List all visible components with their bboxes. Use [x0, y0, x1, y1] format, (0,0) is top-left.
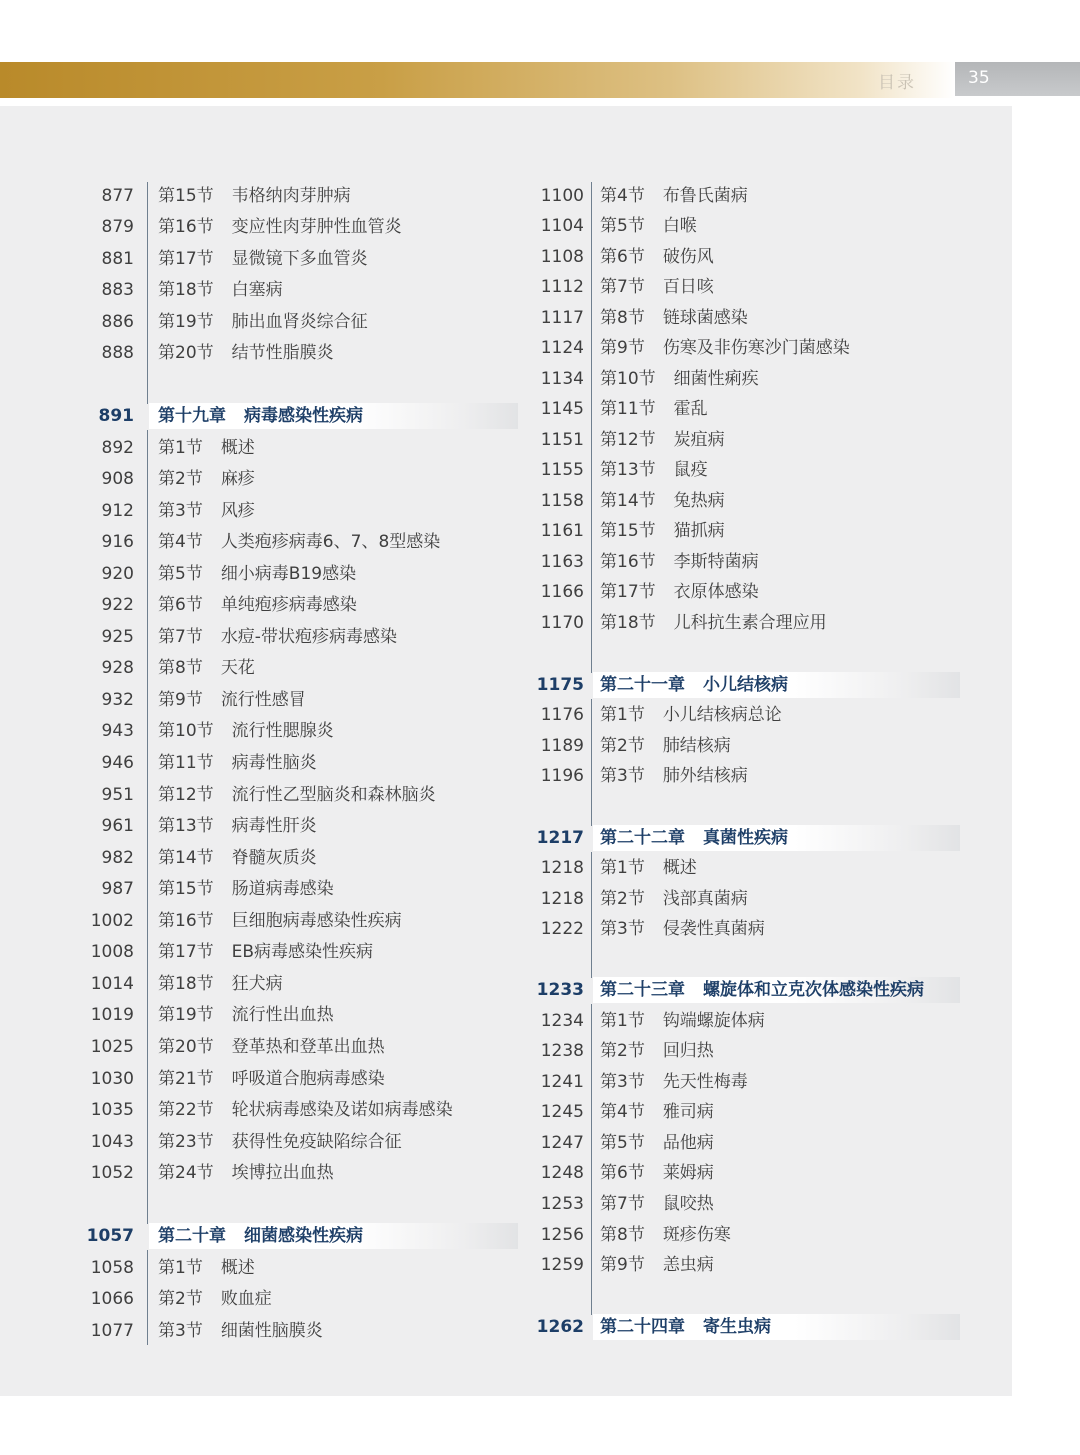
- toc-section-label: 第19节: [158, 312, 214, 332]
- chapter-label: 第二十章: [158, 1226, 226, 1246]
- toc-entry[interactable]: [0, 732, 1000, 760]
- toc-page-number: 1189: [540, 736, 584, 756]
- toc-entry[interactable]: [0, 1098, 1000, 1126]
- toc-section-label: 第18节: [600, 613, 656, 633]
- toc-section-title: 呼吸道合胞病毒感染: [231, 1069, 385, 1089]
- toc-section-title: 小儿结核病总论: [662, 705, 782, 725]
- toc-section-title: 显微镜下多血管炎: [231, 249, 368, 269]
- toc-section-label: 第9节: [600, 338, 645, 358]
- toc-section-title: 肠道病毒感染: [231, 879, 334, 899]
- toc-page-number: 1134: [540, 369, 584, 389]
- toc-page-number: 883: [101, 280, 134, 300]
- toc-section-title: 李斯特菌病: [673, 552, 759, 572]
- toc-page-number: 1112: [540, 277, 584, 297]
- toc-section-title: 白喉: [662, 216, 697, 236]
- toc-page-number: 1158: [540, 491, 584, 511]
- toc-page-number: 881: [101, 249, 134, 269]
- toc-section-title: 链球菌感染: [662, 308, 748, 328]
- toc-section-title: 巨细胞病毒感染性疾病: [231, 911, 402, 931]
- toc-entry[interactable]: [0, 578, 1000, 606]
- toc-page-number: 1025: [90, 1037, 134, 1057]
- toc-entry[interactable]: [0, 915, 1000, 943]
- toc-section-label: 第17节: [158, 249, 214, 269]
- toc-page-number: 1241: [540, 1072, 584, 1092]
- toc-entry[interactable]: [0, 334, 1000, 362]
- chapter-label: 第十九章: [158, 406, 226, 426]
- toc-section-label: 第7节: [600, 277, 645, 297]
- toc-section-label: 第16节: [158, 217, 214, 237]
- toc-section-label: 第5节: [600, 216, 645, 236]
- toc-page-number: 1019: [90, 1005, 134, 1025]
- toc-page-number: 1002: [90, 911, 134, 931]
- toc-section-title: 白塞病: [231, 280, 283, 300]
- toc-section-label: 第1节: [158, 1258, 203, 1278]
- toc-section-label: 第7节: [600, 1194, 645, 1214]
- toc-page-number: 1066: [90, 1289, 134, 1309]
- toc-entry[interactable]: [0, 609, 1000, 637]
- page-number: 35: [968, 68, 990, 88]
- toc-section-label: 第2节: [158, 469, 203, 489]
- toc-entry[interactable]: [0, 701, 1000, 729]
- toc-section-title: 侵袭性真菌病: [662, 919, 765, 939]
- chapter-title: 病毒感染性疾病: [243, 406, 363, 426]
- toc-section-label: 第11节: [600, 399, 656, 419]
- toc-section-title: 细菌性痢疾: [673, 369, 759, 389]
- toc-section-label: 第12节: [158, 785, 214, 805]
- toc-section-title: 病毒性脑炎: [231, 753, 317, 773]
- toc-section-label: 第15节: [158, 879, 214, 899]
- toc-entry[interactable]: [0, 1221, 1000, 1249]
- toc-page-number: 1008: [90, 942, 134, 962]
- toc-page-number: 1104: [540, 216, 584, 236]
- toc-section-label: 第5节: [600, 1133, 645, 1153]
- toc-section-title: 莱姆病: [662, 1163, 714, 1183]
- toc-page-number: 1176: [540, 705, 584, 725]
- toc-section-title: 儿科抗生素合理应用: [673, 613, 827, 633]
- toc-section-label: 第2节: [600, 1041, 645, 1061]
- toc-page-number: 886: [101, 312, 134, 332]
- toc-entry[interactable]: [0, 762, 1000, 790]
- toc-entry[interactable]: [0, 1037, 1000, 1065]
- toc-section-label: 第8节: [158, 658, 203, 678]
- toc-section-label: 第3节: [600, 919, 645, 939]
- toc-section-label: 第13节: [600, 460, 656, 480]
- toc-section-label: 第13节: [158, 816, 214, 836]
- toc-entry[interactable]: [0, 885, 1000, 913]
- chapter-page-number: 1233: [536, 980, 584, 1000]
- toc-section-title: 狂犬病: [231, 974, 283, 994]
- toc-page-number: 946: [101, 753, 134, 773]
- toc-page-number: 1077: [90, 1321, 134, 1341]
- toc-section-label: 第21节: [158, 1069, 214, 1089]
- toc-section-label: 第22节: [158, 1100, 214, 1120]
- header-bar: [0, 62, 955, 98]
- toc-section-label: 第7节: [158, 627, 203, 647]
- toc-section-label: 第3节: [158, 501, 203, 521]
- toc-section-title: 钩端螺旋体病: [662, 1011, 765, 1031]
- toc-section-title: 霍乱: [673, 399, 708, 419]
- toc-page-number: 1151: [540, 430, 584, 450]
- toc-entry[interactable]: [0, 1159, 1000, 1187]
- toc-section-label: 第10节: [158, 721, 214, 741]
- toc-section-label: 第24节: [158, 1163, 214, 1183]
- toc-page-number: 1238: [540, 1041, 584, 1061]
- toc-section-label: 第3节: [600, 1072, 645, 1092]
- toc-section-label: 第4节: [600, 1102, 645, 1122]
- chapter-title: 小儿结核病: [702, 675, 788, 695]
- toc-page-number: 1100: [540, 186, 584, 206]
- toc-section-label: 第10节: [600, 369, 656, 389]
- toc-section-title: 结节性脂膜炎: [231, 343, 334, 363]
- toc-section-label: 第2节: [600, 736, 645, 756]
- toc-entry[interactable]: [0, 854, 1000, 882]
- toc-page-number: 925: [101, 627, 134, 647]
- toc-page-number: 1170: [540, 613, 584, 633]
- toc-entry[interactable]: [0, 1007, 1000, 1035]
- toc-section-title: 细小病毒B19感染: [220, 564, 357, 584]
- toc-section-title: 概述: [220, 1258, 255, 1278]
- toc-page-number: 982: [101, 848, 134, 868]
- toc-page-number: 943: [101, 721, 134, 741]
- toc-section-title: 流行性腮腺炎: [231, 721, 334, 741]
- toc-page-number: 920: [101, 564, 134, 584]
- toc-section-title: 破伤风: [662, 247, 714, 267]
- toc-page-number: 1052: [90, 1163, 134, 1183]
- toc-page-number: 932: [101, 690, 134, 710]
- chapter-title: 细菌感染性疾病: [243, 1226, 363, 1246]
- column-divider-line: [591, 182, 592, 673]
- toc-section-title: 埃博拉出血热: [231, 1163, 334, 1183]
- toc-page-number: 951: [101, 785, 134, 805]
- toc-chapter[interactable]: [0, 672, 1000, 698]
- toc-section-label: 第6节: [158, 595, 203, 615]
- toc-section-label: 第12节: [600, 430, 656, 450]
- toc-section-title: 肺出血肾炎综合征: [231, 312, 368, 332]
- toc-section-title: 兔热病: [673, 491, 725, 511]
- toc-section-label: 第5节: [158, 564, 203, 584]
- column-divider-line: [591, 1004, 592, 1315]
- chapter-label: 第二十一章: [600, 675, 685, 695]
- toc-section-title: 流行性出血热: [231, 1005, 334, 1025]
- toc-page-number: 1222: [540, 919, 584, 939]
- toc-page-number: 987: [101, 879, 134, 899]
- toc-page-number: 1245: [540, 1102, 584, 1122]
- toc-section-label: 第3节: [158, 1321, 203, 1341]
- toc-entry[interactable]: [0, 212, 1000, 240]
- column-divider-line: [591, 852, 592, 978]
- toc-section-label: 第19节: [158, 1005, 214, 1025]
- toc-section-title: 获得性免疫缺陷综合征: [231, 1132, 402, 1152]
- toc-entry[interactable]: [0, 243, 1000, 271]
- column-divider-line: [591, 699, 592, 826]
- toc-section-label: 第1节: [600, 705, 645, 725]
- toc-page-number: 1030: [90, 1069, 134, 1089]
- toc-section-title: 败血症: [220, 1289, 272, 1309]
- toc-page-number: 1248: [540, 1163, 584, 1183]
- toc-page-number: 1117: [540, 308, 584, 328]
- toc-page-number: 1043: [90, 1132, 134, 1152]
- toc-section-title: 登革热和登革出血热: [231, 1037, 385, 1057]
- toc-section-title: 衣原体感染: [673, 582, 759, 602]
- toc-page-number: 908: [101, 469, 134, 489]
- toc-chapter[interactable]: [0, 825, 1000, 851]
- toc-section-label: 第17节: [600, 582, 656, 602]
- toc-section-label: 第16节: [158, 911, 214, 931]
- toc-entry[interactable]: [0, 182, 1000, 210]
- toc-section-label: 第20节: [158, 343, 214, 363]
- chapter-title: 螺旋体和立克次体感染性疾病: [702, 980, 924, 1000]
- toc-section-label: 第15节: [158, 186, 214, 206]
- toc-section-title: 布鲁氏菌病: [662, 186, 748, 206]
- toc-section-title: 品他病: [662, 1133, 714, 1153]
- toc-section-title: 水痘-带状疱疹病毒感染: [220, 627, 397, 647]
- chapter-page-number: 1057: [86, 1226, 134, 1246]
- toc-section-label: 第1节: [600, 858, 645, 878]
- toc-section-title: 轮状病毒感染及诺如病毒感染: [231, 1100, 453, 1120]
- toc-section-label: 第6节: [600, 247, 645, 267]
- toc-entry[interactable]: [0, 487, 1000, 515]
- toc-page-number: 1218: [540, 889, 584, 909]
- toc-entry[interactable]: [0, 304, 1000, 332]
- toc-section-label: 第11节: [158, 753, 214, 773]
- toc-section-title: 肺结核病: [662, 736, 731, 756]
- toc-section-title: 概述: [662, 858, 697, 878]
- toc-page-number: 1247: [540, 1133, 584, 1153]
- toc-page-number: 1196: [540, 766, 584, 786]
- chapter-page-number: 1175: [536, 675, 584, 695]
- toc-entry[interactable]: [0, 1285, 1000, 1313]
- toc-section-title: 肺外结核病: [662, 766, 748, 786]
- page-title: 目录: [878, 73, 916, 93]
- toc-section-title: 风疹: [220, 501, 255, 521]
- toc-section-label: 第3节: [600, 766, 645, 786]
- toc-entry[interactable]: [0, 1068, 1000, 1096]
- toc-section-title: 斑疹伤寒: [662, 1225, 731, 1245]
- toc-section-title: 百日咳: [662, 277, 714, 297]
- toc-entry[interactable]: [0, 273, 1000, 301]
- chapter-title: 寄生虫病: [702, 1317, 771, 1337]
- toc-section-title: 恙虫病: [662, 1255, 714, 1275]
- toc-section-title: 猫抓病: [673, 521, 725, 541]
- toc-section-title: 麻疹: [220, 469, 255, 489]
- toc-section-label: 第17节: [158, 942, 214, 962]
- toc-entry[interactable]: [0, 365, 1000, 393]
- toc-entry[interactable]: [0, 1251, 1000, 1279]
- toc-page-number: 1259: [540, 1255, 584, 1275]
- toc-section-title: 天花: [220, 658, 255, 678]
- toc-section-title: 脊髓灰质炎: [231, 848, 317, 868]
- toc-page-number: 892: [101, 438, 134, 458]
- toc-section-label: 第1节: [600, 1011, 645, 1031]
- toc-page-number: 1155: [540, 460, 584, 480]
- toc-section-title: 概述: [220, 438, 255, 458]
- toc-section-title: 流行性乙型脑炎和森林脑炎: [231, 785, 436, 805]
- toc-page-number: 888: [101, 343, 134, 363]
- toc-section-title: 伤寒及非伤寒沙门菌感染: [662, 338, 850, 358]
- toc-section-title: 浅部真菌病: [662, 889, 748, 909]
- toc-section-label: 第4节: [158, 532, 203, 552]
- toc-page-number: 1163: [540, 552, 584, 572]
- toc-page-number: 1166: [540, 582, 584, 602]
- toc-page-number: 1145: [540, 399, 584, 419]
- toc-section-label: 第18节: [158, 974, 214, 994]
- toc-section-label: 第8节: [600, 1225, 645, 1245]
- toc-section-title: 流行性感冒: [220, 690, 306, 710]
- toc-section-title: 变应性肉芽肿性血管炎: [231, 217, 402, 237]
- toc-entry[interactable]: [0, 517, 1000, 545]
- toc-page-number: 916: [101, 532, 134, 552]
- toc-entry[interactable]: [0, 1190, 1000, 1218]
- toc-section-title: 炭疽病: [673, 430, 725, 450]
- toc-page-number: 877: [101, 186, 134, 206]
- toc-entry[interactable]: [0, 548, 1000, 576]
- toc-section-label: 第23节: [158, 1132, 214, 1152]
- toc-section-title: 鼠咬热: [662, 1194, 714, 1214]
- chapter-label: 第二十四章: [600, 1317, 685, 1337]
- chapter-title: 真菌性疾病: [702, 828, 788, 848]
- chapter-label: 第二十二章: [600, 828, 685, 848]
- toc-section-title: 细菌性脑膜炎: [220, 1321, 323, 1341]
- chapter-page-number: 1217: [536, 828, 584, 848]
- toc-section-title: 回归热: [662, 1041, 714, 1061]
- toc-chapter[interactable]: [0, 977, 1000, 1003]
- toc-section-label: 第18节: [158, 280, 214, 300]
- toc-page-number: 961: [101, 816, 134, 836]
- toc-section-title: 单纯疱疹病毒感染: [220, 595, 357, 615]
- toc-page-number: 1124: [540, 338, 584, 358]
- toc-page-number: 922: [101, 595, 134, 615]
- toc-section-label: 第15节: [600, 521, 656, 541]
- toc-section-label: 第6节: [600, 1163, 645, 1183]
- toc-entry[interactable]: [0, 426, 1000, 454]
- toc-section-label: 第1节: [158, 438, 203, 458]
- toc-section-title: 病毒性肝炎: [231, 816, 317, 836]
- toc-page-number: 912: [101, 501, 134, 521]
- toc-section-label: 第8节: [600, 308, 645, 328]
- toc-entry[interactable]: [0, 1129, 1000, 1157]
- toc-section-title: 韦格纳肉芽肿病: [231, 186, 351, 206]
- toc-page-number: 1256: [540, 1225, 584, 1245]
- toc-section-label: 第16节: [600, 552, 656, 572]
- toc-section-label: 第14节: [600, 491, 656, 511]
- toc-chapter[interactable]: [0, 1314, 1000, 1340]
- toc-page-number: 1108: [540, 247, 584, 267]
- chapter-page-number: 1262: [536, 1317, 584, 1337]
- toc-section-label: 第14节: [158, 848, 214, 868]
- toc-page-number: 1014: [90, 974, 134, 994]
- toc-section-label: 第9节: [158, 690, 203, 710]
- toc-section-title: 雅司病: [662, 1102, 714, 1122]
- toc-page-number: 1035: [90, 1100, 134, 1120]
- toc-section-label: 第4节: [600, 186, 645, 206]
- chapter-label: 第二十三章: [600, 980, 685, 1000]
- toc-page-number: 1234: [540, 1011, 584, 1031]
- toc-section-label: 第9节: [600, 1255, 645, 1275]
- toc-section-label: 第2节: [158, 1289, 203, 1309]
- toc-entry[interactable]: [0, 456, 1000, 484]
- toc-entry[interactable]: [0, 395, 1000, 423]
- chapter-page-number: 891: [98, 406, 134, 426]
- toc-page-number: 1058: [90, 1258, 134, 1278]
- toc-section-label: 第2节: [600, 889, 645, 909]
- toc-page-number: 1253: [540, 1194, 584, 1214]
- toc-section-title: EB病毒感染性疾病: [231, 942, 374, 962]
- toc-page-number: 928: [101, 658, 134, 678]
- toc-section-label: 第20节: [158, 1037, 214, 1057]
- toc-section-title: 人类疱疹病毒6、7、8型感染: [220, 532, 441, 552]
- toc-page-number: 1218: [540, 858, 584, 878]
- toc-section-title: 先天性梅毒: [662, 1072, 748, 1092]
- toc-page-number: 879: [101, 217, 134, 237]
- toc-page-number: 1161: [540, 521, 584, 541]
- toc-section-title: 鼠疫: [673, 460, 708, 480]
